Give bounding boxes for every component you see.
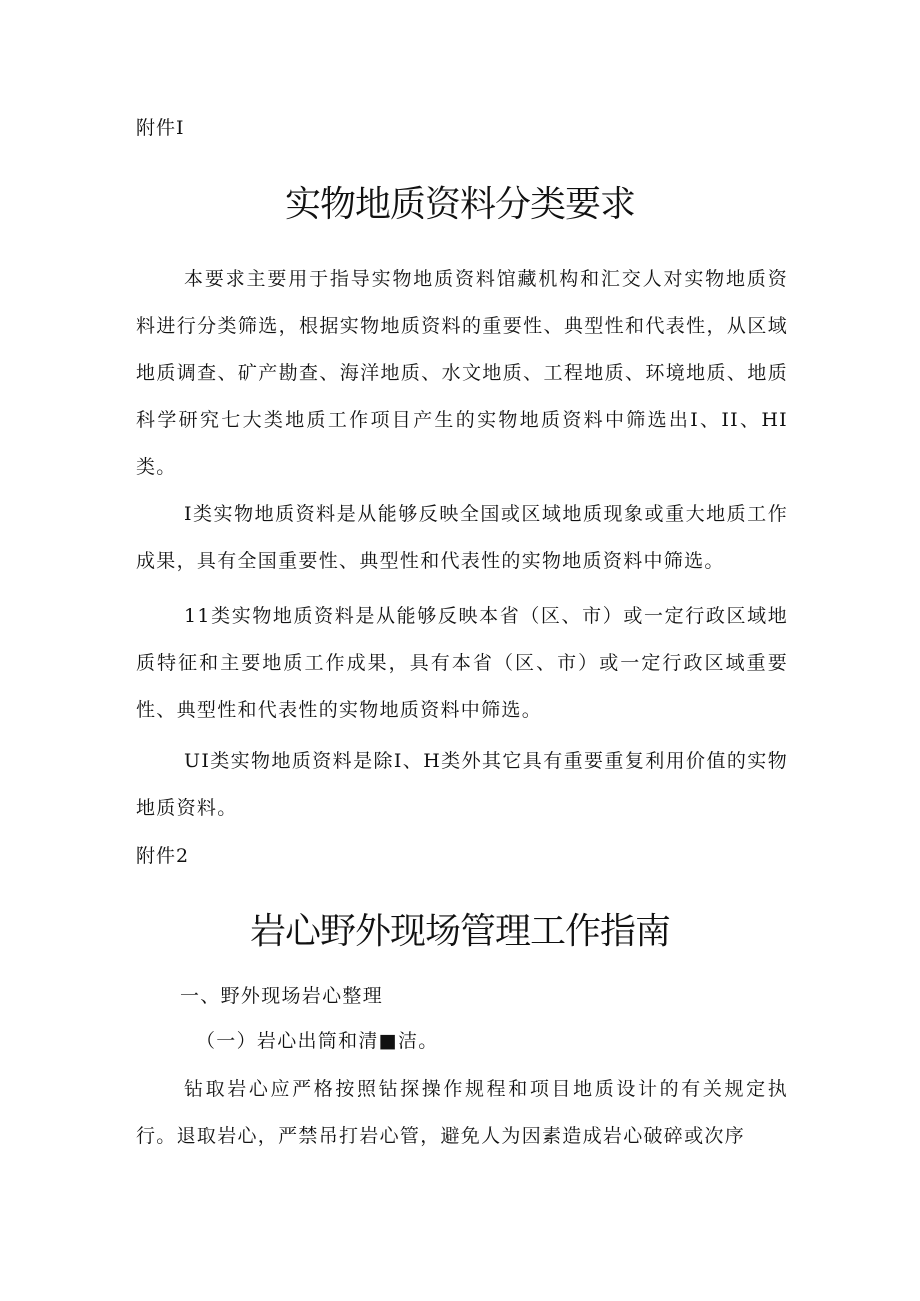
subsection-heading: （一）岩心出筒和清■洁。 — [196, 1030, 439, 1052]
document-title-1: 实物地质资料分类要求 — [284, 184, 635, 225]
attachment-label-1: 附件I — [136, 117, 185, 139]
section-heading: 一、野外现场岩心整理 — [180, 985, 384, 1007]
paragraph-intro: 本要求主要用于指导实物地质资料馆藏机构和汇交人对实物地质资料进行分类筛选，根据实物地质资料的重要性、典型性和代表性，从区域地质调查、矿产勘查、海洋地质、水文地质、工程地质、环境地质、地质科学研究七大类地质工作项目产生的实物地质资料中筛选出I、II、HI类。 — [136, 268, 788, 478]
paragraph-core-handling: 钻取岩心应严格按照钻探操作规程和项目地质设计的有关规定执行。退取岩心，严禁吊打岩心管，避免人为因素造成岩心破碎或次序 — [136, 1078, 788, 1147]
document-title-2: 岩心野外现场管理工作指南 — [249, 911, 670, 952]
attachment-label-2: 附件2 — [136, 845, 190, 867]
paragraph-class-1: I类实物地质资料是从能够反映全国或区域地质现象或重大地质工作成果，具有全国重要性、典型性和代表性的实物地质资料中筛选。 — [136, 503, 788, 572]
paragraph-class-2: 11类实物地质资料是从能够反映本省（区、市）或一定行政区域地质特征和主要地质工作成果，具有本省（区、市）或一定行政区域重要性、典型性和代表性的实物地质资料中筛选。 — [136, 605, 788, 721]
paragraph-class-3: UI类实物地质资料是除I、H类外其它具有重要重复利用价值的实物地质资料。 — [136, 750, 788, 819]
